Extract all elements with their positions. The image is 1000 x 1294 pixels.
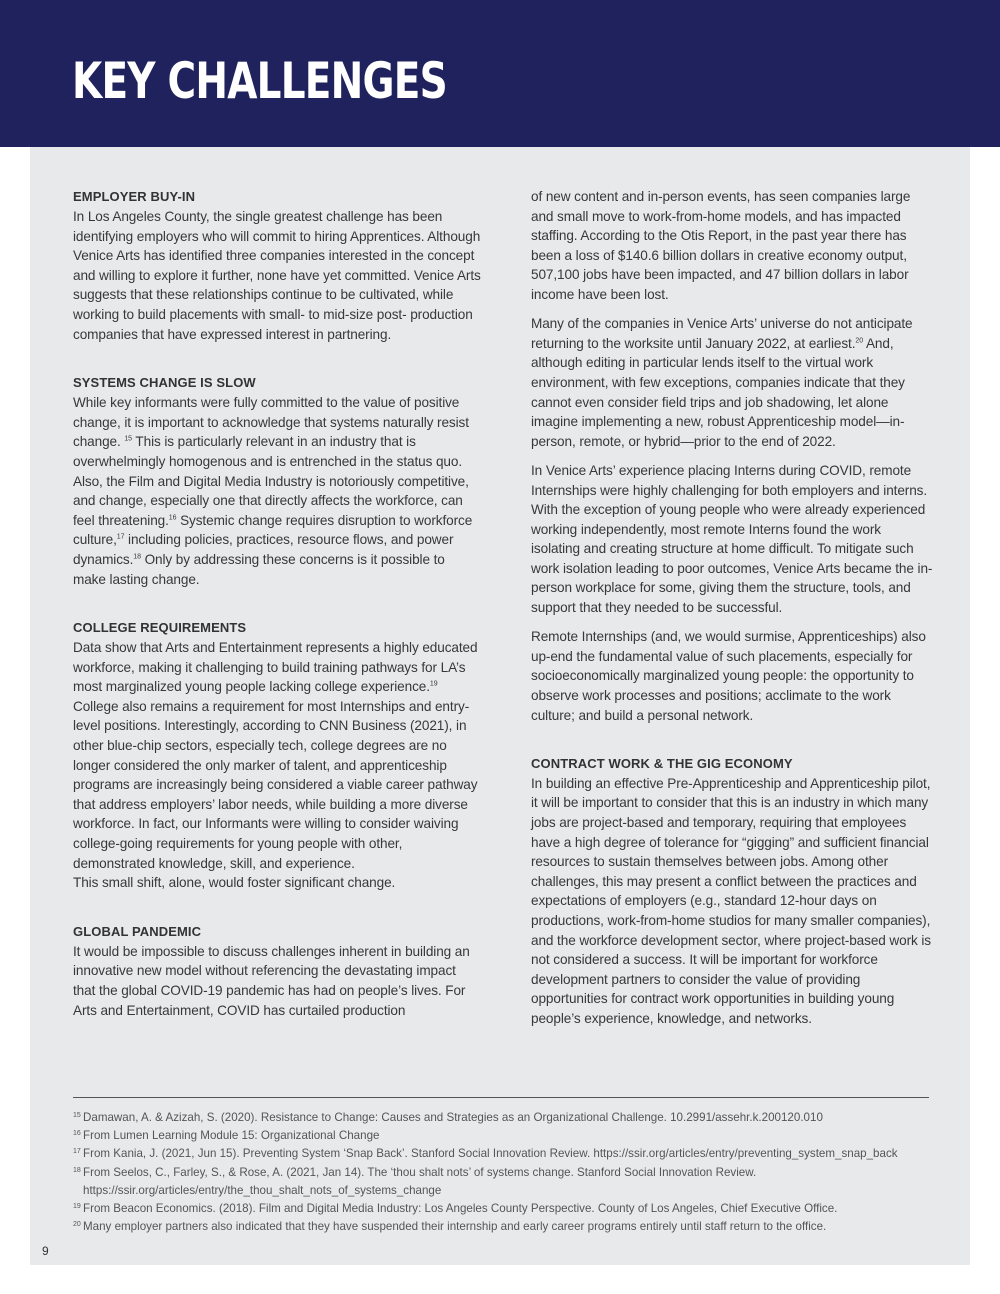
footnote-number: 17 — [73, 1148, 81, 1156]
section-body: While key informants were fully committed to the value of positive change, it is important to acknowledge that systems naturally resist change. $^{15}$ This is particularly relevant in an industry that is overwhelmingly homogenous and is entrenched in the status quo. Also, the Film and Digital Media Industry is notoriously competitive, and change, especially one that directly affects the workforce, can feel threatening.$^{16}$ Systemic change requires disruption to workforce culture,$^{17}$ including policies, practices, resource flows, and power dynamics.$^{18}$ Only by addressing these concerns is it possible to make lasting change. — [73, 395, 473, 587]
footnote-number: 19 — [73, 1203, 81, 1211]
section-heading: EMPLOYER BUY-IN — [73, 189, 196, 204]
footnote-number: 18 — [73, 1166, 81, 1174]
footnotes-list — [73, 1109, 933, 1236]
footnote-item — [73, 1127, 933, 1145]
footnote-text: From Beacon Economics. (2018). Film and Digital Media Industry: Los Angeles County Perspective. County of Los Angeles, Chief Executive Office. — [83, 1202, 838, 1216]
footnote-text: Damawan, A. & Azizah, S. (2020). Resistance to Change: Causes and Strategies as an Organizational Challenge. 10.2991/assehr.k.200120.010 — [83, 1111, 823, 1124]
footnote-ref[interactable]: 15 — [124, 435, 132, 443]
page-number: 9 — [42, 1244, 49, 1258]
section-heading: CONTRACT WORK & THE GIG ECONOMY — [531, 755, 793, 771]
footnote-text: Many employer partners also indicated that they have suspended their internship and early career programs entirely until staff return to the office. — [83, 1220, 827, 1234]
footnote-text: From Lumen Learning Module 15: Organizational Change — [83, 1129, 380, 1143]
section-heading: COLLEGE REQUIREMENTS — [73, 620, 247, 636]
section-body: It would be impossible to discuss challenges inherent in building an innovative new model without referencing the devastating impact that the global COVID-19 pandemic has had on people’s lives. For Arts and Entertainment, COVID has curtailed production — [73, 943, 470, 1018]
section-body: In Los Angeles County, the single greatest challenge has been identifying employers who will commit to hiring Apprentices. Although Venice Arts has identified three companies interested in the concept and willing to explore it further, none have yet committed. Venice Arts suggests that these relationships continue to be cultivated, while working to build placements with small- to mid-size post- production companies that have expressed interest in partnering. — [73, 209, 481, 342]
section-heading: SYSTEMS CHANGE IS SLOW — [73, 375, 256, 391]
paragraph: In Venice Arts’ experience placing Interns during COVID, remote Internships were highly challenging for both employers and interns. With the exception of young people who were already experienced working independently, most remote Interns found the work isolating and creating structure at home difficult. To mitigate such work isolation leading to poor outcomes, Venice Arts became the in-person workplace for some, giving them the structure, tools, and support that they needed to be successful. — [531, 462, 933, 616]
section-employer-buy-in — [73, 187, 481, 344]
footnote-ref[interactable]: 18 — [133, 553, 141, 561]
footnote-number: 20 — [73, 1221, 81, 1229]
footnote-number: 16 — [73, 1130, 81, 1138]
footnote-ref[interactable]: 20 — [855, 337, 864, 345]
footnote-text: From Kania, J. (2021, Jun 15). Preventing System ‘Snap Back’. Stanford Social Innovation Review. https://ssir.org/articles/entry/preventing_system_snap_back — [83, 1147, 898, 1161]
section-systems-change — [73, 373, 481, 589]
section-body: Data show that Arts and Entertainment represents a highly educated workforce, making it challenging to build training pathways for LA’s most marginalized young people lacking college experience.$^{19}$ College also remains a requirement for most Internships and entry-level positions. Interestingly, according to CNN Business (2021), in other blue-chip sectors, especially tech, college degrees are no longer considered the only marker of talent, and apprenticeship programs are increasingly being considered a viable career pathway that address employers’ labor needs, while building a more diverse workforce. In fact, our Informants were willing to consider waiving college-going requirements for young people with other, demonstrated knowledge, skill, and experience. This small shift, alone, would foster significant change. — [73, 640, 478, 891]
footnote-item — [73, 1164, 933, 1200]
footnote-item — [73, 1109, 933, 1127]
paragraph: Remote Internships (and, we would surmise, Apprenticeships) also up-end the fundamental value of such placements, especially for socioeconomically marginalized young people: the opportunity to observe work processes and positions; acclimate to the work culture; and build a personal network. — [531, 629, 926, 723]
section-contract-work — [531, 754, 933, 1029]
page-title: KEY CHALLENGES — [72, 52, 447, 110]
paragraph: of new content and in-person events, has seen companies large and small move to work-from-home models, and has impacted staffing. According to the Otis Report, in the past year there has been a loss of $140.6 billion dollars in creative economy output, 507,100 jobs have been impacted, and 47 billion dollars in labor income have been lost. — [531, 189, 911, 302]
section-college-requirements — [73, 618, 481, 893]
section-heading: GLOBAL PANDEMIC — [73, 923, 202, 939]
page-header-banner — [0, 0, 1000, 147]
footnote-text: From Seelos, C., Farley, S., & Rose, A. (2021, Jan 14). The ‘thou shalt nots’ of systems change. Stanford Social Innovation Review. https://ssir.org/articles/entry/the_thou_shalt_nots_of_systems_change — [83, 1165, 757, 1197]
paragraph: Many of the companies in Venice Arts’ universe do not anticipate returning to the worksite until January 2022, at earliest.$^{20}$ And, although editing in particular lends itself to the virtual work environment, with few exceptions, companies indicate that they cannot even consider field trips and job shadowing, let alone imagine implementing a new, robust Apprenticeship model—in-person, remote, or hybrid—prior to the end of 2022. — [531, 316, 913, 449]
footnote-item — [73, 1145, 933, 1163]
left-column — [73, 187, 481, 1049]
section-body: In building an effective Pre-Apprenticeship and Apprenticeship pilot, it will be important to consider that this is an industry in which many jobs are project-based and temporary, requiring that employees have a high degree of tolerance for “gigging” and sufficient financial resources to sustain themselves between jobs. Among other challenges, this may present a conflict between the practices and expectations of employers (e.g., standard 12-hour days on productions, work-from-home studios for many smaller companies), and the workforce development sector, where project-based work is not considered a success. It will be important for workforce development partners to consider the value of providing opportunities for contract work opportunities in building young people’s experience, knowledge, and networks. — [531, 775, 932, 1026]
section-global-pandemic — [73, 922, 481, 1020]
footnote-ref[interactable]: 16 — [168, 514, 177, 522]
footnote-divider — [73, 1097, 929, 1098]
footnote-ref[interactable]: 19 — [429, 680, 438, 688]
footnote-item — [73, 1200, 933, 1218]
footnote-ref[interactable]: 17 — [116, 533, 125, 541]
right-column — [531, 187, 933, 1058]
footnote-item — [73, 1218, 933, 1236]
footnote-number: 15 — [73, 1112, 81, 1119]
